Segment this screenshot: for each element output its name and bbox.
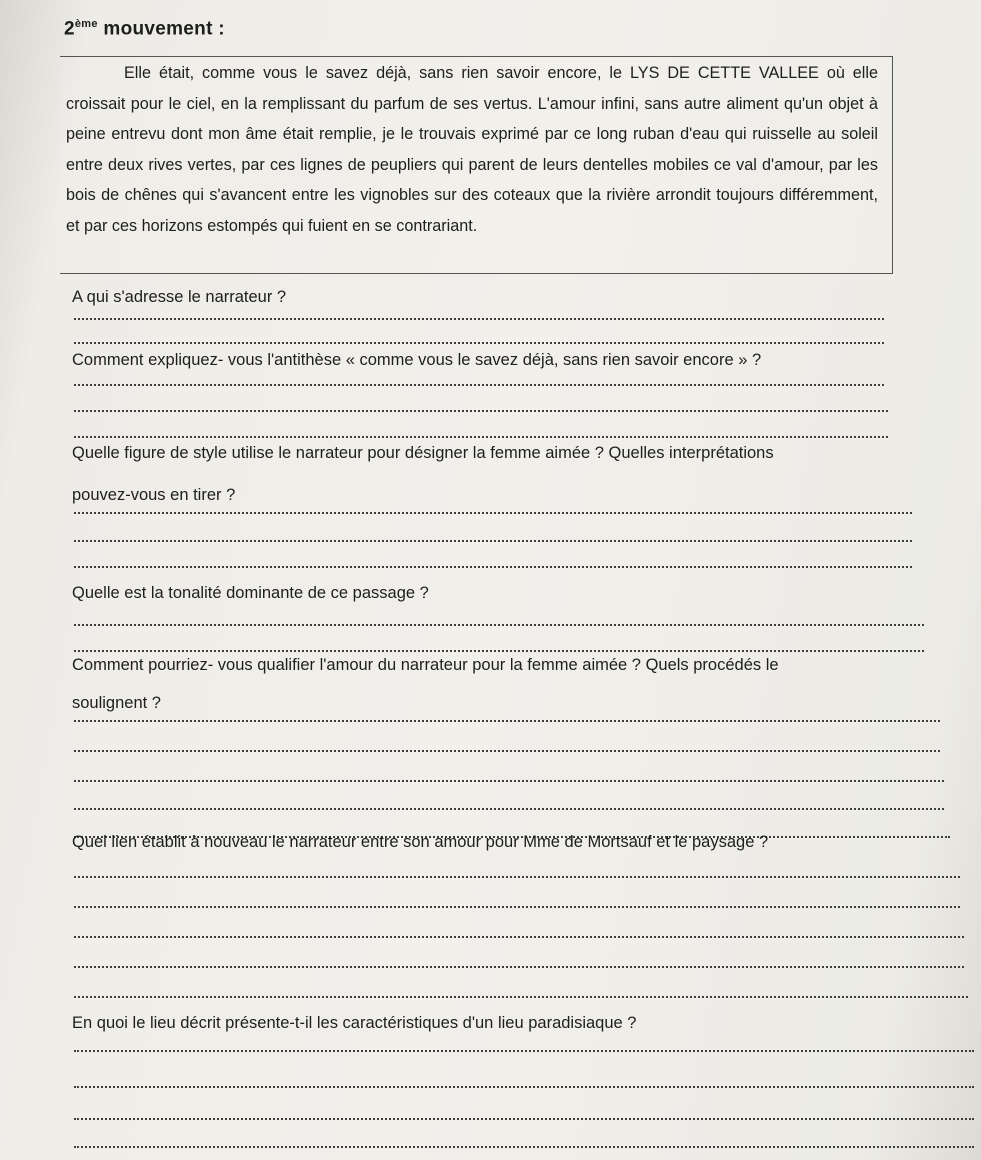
- answer-line[interactable]: [74, 410, 888, 412]
- question-2: Comment expliquez- vous l'antithèse « comme vous le savez déjà, sans rien savoir encore » ?: [72, 351, 762, 369]
- answer-line[interactable]: [74, 540, 912, 542]
- section-heading: [64, 18, 225, 40]
- question-4: Quelle est la tonalité dominante de ce passage ?: [72, 584, 429, 602]
- answer-line[interactable]: [74, 512, 912, 514]
- question-5: Comment pourriez- vous qualifier l'amour du narrateur pour la femme aimée ? Quels procédés le: [72, 656, 779, 674]
- answer-line[interactable]: [74, 342, 884, 344]
- answer-line[interactable]: [74, 936, 964, 938]
- answer-line[interactable]: [74, 384, 884, 386]
- answer-line[interactable]: [74, 750, 940, 752]
- answer-line[interactable]: [74, 1146, 974, 1148]
- answer-line[interactable]: [74, 1086, 974, 1088]
- answer-line[interactable]: [74, 996, 968, 998]
- question-6: Quel lien établit à nouveau le narrateur entre son amour pour Mme de Mortsauf et le paysage ?: [72, 833, 769, 851]
- question-3-continuation: pouvez-vous en tirer ?: [72, 486, 236, 504]
- answer-line[interactable]: [74, 1050, 974, 1052]
- question-1: A qui s'adresse le narrateur ?: [72, 288, 287, 306]
- heading-title: mouvement :: [97, 18, 225, 40]
- answer-line[interactable]: [74, 808, 944, 810]
- heading-number: 2: [64, 18, 75, 40]
- answer-line[interactable]: [74, 876, 960, 878]
- answer-line[interactable]: [74, 318, 884, 320]
- answer-line[interactable]: [74, 906, 960, 908]
- question-5-continuation: soulignent ?: [72, 694, 161, 712]
- heading-superscript: ème: [74, 18, 98, 30]
- question-7: En quoi le lieu décrit présente-t-il les caractéristiques d'un lieu paradisiaque ?: [72, 1014, 637, 1032]
- question-3: Quelle figure de style utilise le narrateur pour désigner la femme aimée ? Quelles interprétations: [72, 444, 774, 462]
- answer-line[interactable]: [74, 780, 944, 782]
- passage-text: Elle était, comme vous le savez déjà, sans rien savoir encore, le LYS DE CETTE VALLEE où elle croissait pour le ciel, en la remplissant du parfum de ses vertus. L'amour infini, sans autre aliment qu'un objet à peine entrevu dont mon âme était remplie, je le trouvais exprimé par ce long ruban d'eau qui ruisselle au soleil entre deux rives vertes, par ces lignes de peupliers qui parent de leurs dentelles mobiles ce val d'amour, par les bois de chênes qui s'avancent entre les vignobles sur des coteaux que la rivière arrondit toujours différemment, et par ces horizons estompés qui fuient en se contrariant.: [66, 64, 878, 235]
- answer-line[interactable]: [74, 720, 940, 722]
- answer-line[interactable]: [74, 624, 924, 626]
- answer-line[interactable]: [74, 966, 964, 968]
- answer-line[interactable]: [74, 1118, 974, 1120]
- answer-line[interactable]: [74, 566, 912, 568]
